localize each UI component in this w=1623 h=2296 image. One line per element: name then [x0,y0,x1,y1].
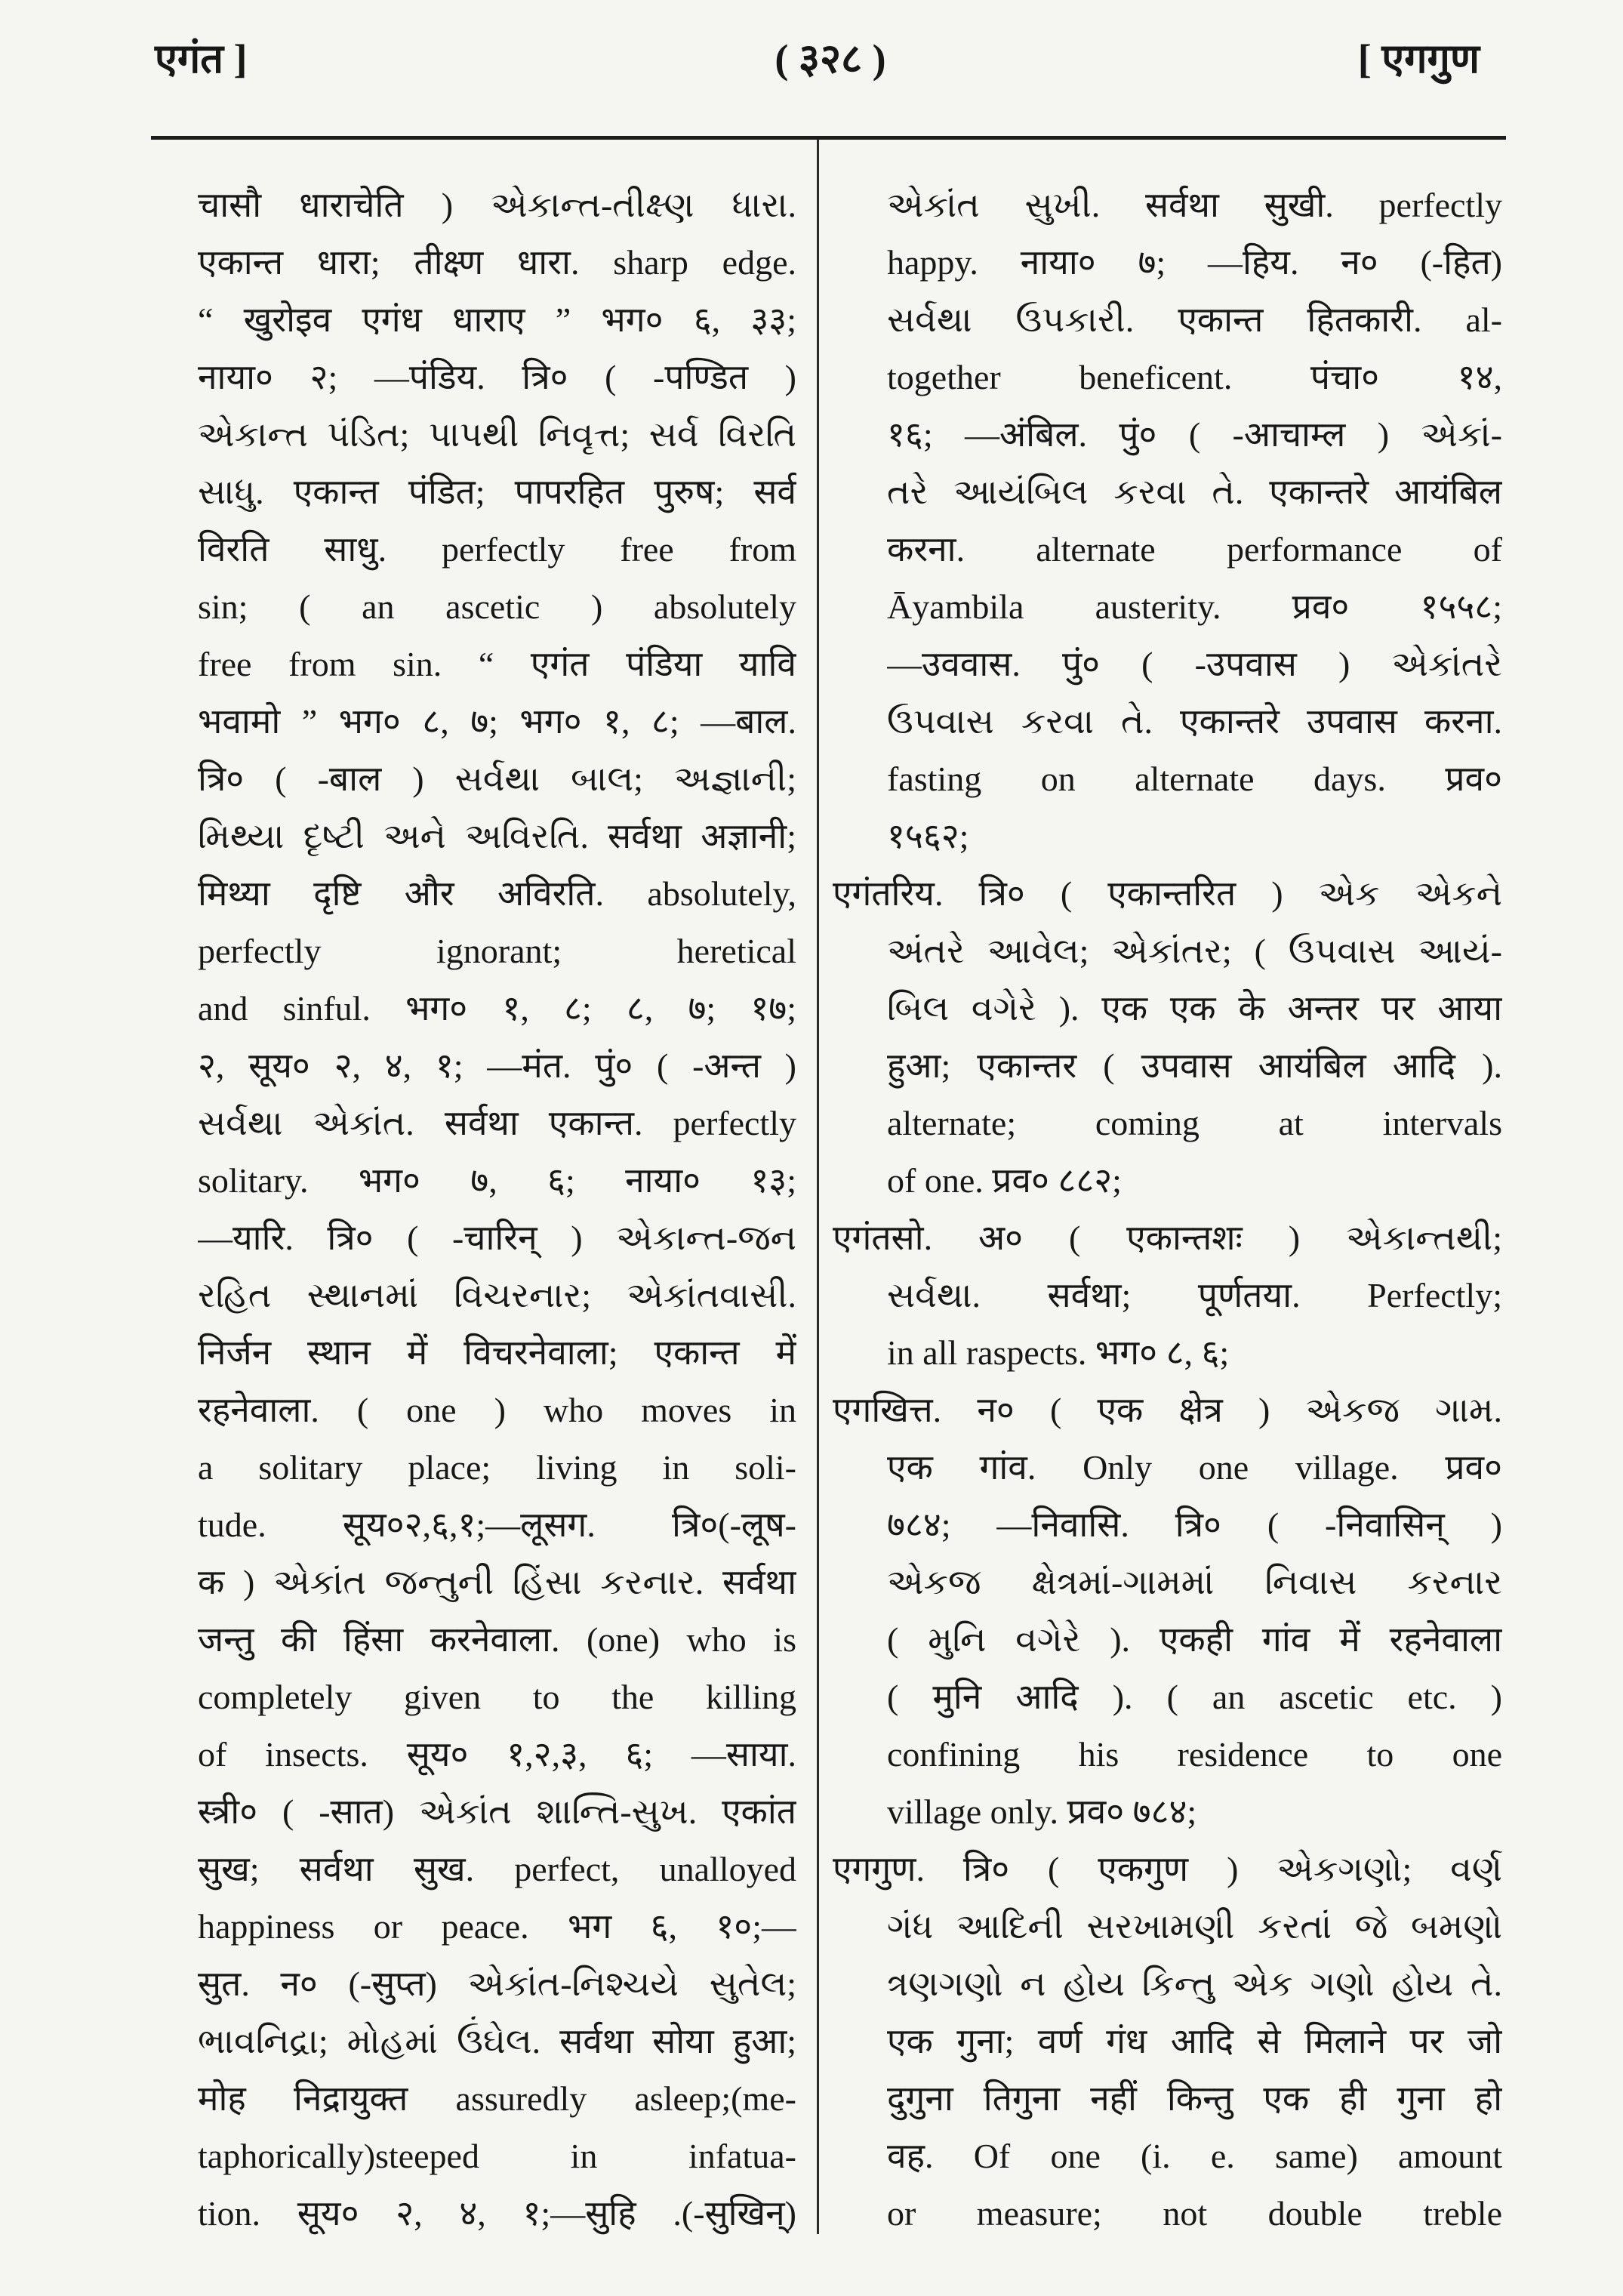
text-line: of insects. सूय० १,२,३, ६; —साया. [198,1735,796,1774]
text-line: विरति साधु. perfectly free from [198,530,796,569]
text-line: ત્રણગણો ન હોય કિન્તુ એક ગણો હોય તે. [887,1965,1502,2003]
text-line: tion. सूय० २, ४, १;—सुहि .(-सुखिन्) [198,2194,796,2233]
text-line: स्त्री० ( -सात) એકાંત શાન્તિ-સુખ. एकांत [198,1792,796,1831]
text-line: of one. प्रव० ८८२; [887,1161,1122,1200]
text-line: —यारि. त्रि० ( -चारिन् ) એકાન્ત-જન [198,1219,796,1257]
text-line: village only. प्रव० ७८४; [887,1792,1197,1831]
headword-line: एगगुण. त्रि० ( एकगुण ) એકગણો; વર્ણ [833,1850,1502,1888]
text-line: એકાંત સુખી. सर्वथा सुखी. perfectly [887,186,1502,224]
text-line: બિલ વગેરે ). एक एक के अन्तर पर आया [887,989,1502,1028]
text-line: सुत. न० (-सुप्त) એકાંત-નિશ્ચયે સુતેલ; [198,1965,796,2003]
text-line: and sinful. भग० १, ८; ८, ७; १७; [198,989,796,1028]
text-line: दुगुना तिगुना नहीं किन्तु एक ही गुना हो [887,2079,1502,2118]
text-line: रहनेवाला. ( one ) who moves in [198,1391,796,1429]
text-line: जन्तु की हिंसा करनेवाला. (one) who is [198,1620,796,1659]
page-number: ( ३२८ ) [775,36,886,82]
text-line: perfectly ignorant; heretical [198,932,796,970]
header-guide-word-right: [ एगगुण [1357,36,1480,82]
text-line: मोह निद्रायुक्त assuredly asleep;(me- [198,2079,796,2118]
text-line: करना. alternate performance of [887,530,1502,569]
text-line: tude. सूय०२,६,१;—लूसग. त्रि०(-लूष- [198,1505,796,1544]
text-line: happiness or peace. भग ६, १०;— [198,1907,796,1946]
text-line: Āyambila austerity. प्रव० १५५८; [887,587,1502,626]
text-line: एक गांव. Only one village. प्रव० [887,1448,1502,1487]
text-line: ( मुनि आदि ). ( an ascetic etc. ) [887,1678,1502,1716]
text-line: sin; ( an ascetic ) absolutely [198,587,796,626]
text-line: fasting on alternate days. प्रव० [887,760,1502,798]
text-line: happy. नाया० ७; —हिय. न० (-हित) [887,243,1502,282]
text-line: in all raspects. भग० ८, ६; [887,1333,1230,1372]
text-line: સર્વથા ઉપકારી. एकान्त हितकारी. al- [887,300,1502,339]
text-line: निर्जन स्थान में विचरनेवाला; एकान्त में [198,1333,796,1372]
text-line: सुख; सर्वथा सुख. perfect, unalloyed [198,1850,796,1888]
text-line: solitary. भग० ७, ६; नाया० १३; [198,1161,796,1200]
text-line: नाया० २; —पंडिय. त्रि० ( -पण्डित ) [198,358,796,396]
text-line: taphorically)steeped in infatua- [198,2137,796,2175]
text-line: તરે આયંબિલ કરવા તે. एकान्तरे आयंबिल [887,473,1502,511]
text-line: चासौ धाराचेति ) એકાન્ત-તીક્ષ્ણ ધારા. [198,186,796,224]
text-line: —उववास. पुं० ( -उपवास ) એકાંતરે [887,645,1502,683]
text-line: हुआ; एकान्तर ( उपवास आयंबिल आदि ). [887,1046,1502,1085]
text-line: completely given to the killing [198,1678,796,1716]
text-line: २, सूय० २, ४, १; —मंत. पुं० ( -अन्त ) [198,1046,796,1085]
text-line: १६; —अंबिल. पुं० ( -आचाम्ल ) એકાં- [887,415,1502,454]
text-line: સર્વથા. सर्वथा; पूर्णतया. Perfectly; [887,1276,1502,1314]
right-column [833,177,1502,2242]
text-line: ( મુનિ વગેરે ). एकही गांव में रहनेवाला [887,1620,1502,1659]
text-line: मिथ्या दृष्टि और अविरति. absolutely, [198,874,796,913]
text-line: भवामो ” भग० ८, ७; भग० १, ८; —बाल. [198,702,796,741]
header-guide-word-left: एगंत ] [155,36,248,82]
text-line: क ) એકાંત જન્તુની હિંસા કરનાર. सर्वथा [198,1563,796,1601]
headword-line: एगंतरिय. त्रि० ( एकान्तरित ) એક એકને [833,874,1502,913]
text-line: confining his residence to one [887,1735,1502,1774]
text-line: “ खुरोइव एगंध धाराए ” भग० ६, ३३; [198,300,796,339]
text-line: રહિત સ્થાનમાં વિચરનાર; એકાંતવાસી. [198,1276,796,1314]
headword-line: एगखित्त. न० ( एक क्षेत्र ) એકજ ગામ. [833,1391,1502,1429]
text-line: અંતરે આવેલ; એકાંતર; ( ઉપવાસ આયં- [887,932,1502,970]
text-line: १५६२; [887,817,969,855]
text-line: સાધુ. एकान्त पंडित; पापरहित पुरुष; सर्व [198,473,796,511]
text-line: एक गुना; वर्ण गंध आदि से मिलाने पर जो [887,2022,1502,2060]
text-line: મિથ્યા દૃષ્ટી અને અવિરતિ. सर्वथा अज्ञानी; [198,817,796,855]
headword-line: एगंतसो. अ० ( एकान्तशः ) એકાન્તથી; [833,1219,1502,1257]
text-line: or measure; not double treble [887,2194,1502,2233]
left-column [198,177,796,2242]
text-line: एकान्त धारा; तीक्ष्ण धारा. sharp edge. [198,243,796,282]
text-line: એકાન્ત પંડિત; પાપથી નિવૃત્ત; સર્વ વિરતિ [198,415,796,454]
text-line: એકજ ક્ષેત્રમાં-ગામમાં નિવાસ કરનાર [887,1563,1502,1601]
text-line: वह. Of one (i. e. same) amount [887,2137,1502,2175]
text-line: together beneficent. पंचा० १४, [887,358,1502,396]
text-line: free from sin. “ एगंत पंडिया यावि [198,645,796,683]
text-line: त्रि० ( -बाल ) સર્વથા બાલ; અજ્ઞાની; [198,760,796,798]
text-line: ગંધ આદિની સરખામણી કરતાં જે બમણો [887,1907,1502,1946]
text-line: ઉપવાસ કરવા તે. एकान्तरे उपवास करना. [887,702,1502,741]
text-line: alternate; coming at intervals [887,1104,1502,1142]
text-line: ७८४; —निवासि. त्रि० ( -निवासिन् ) [887,1505,1502,1544]
text-line: a solitary place; living in soli- [198,1448,796,1487]
text-line: સર્વથા એકાંત. सर्वथा एकान्त. perfectly [198,1104,796,1142]
header-rule [151,136,1506,140]
text-line: ભાવનિદ્રા; મોહમાં ઉંઘેલ. सर्वथा सोया हुआ; [198,2022,796,2060]
column-divider [817,139,819,2234]
